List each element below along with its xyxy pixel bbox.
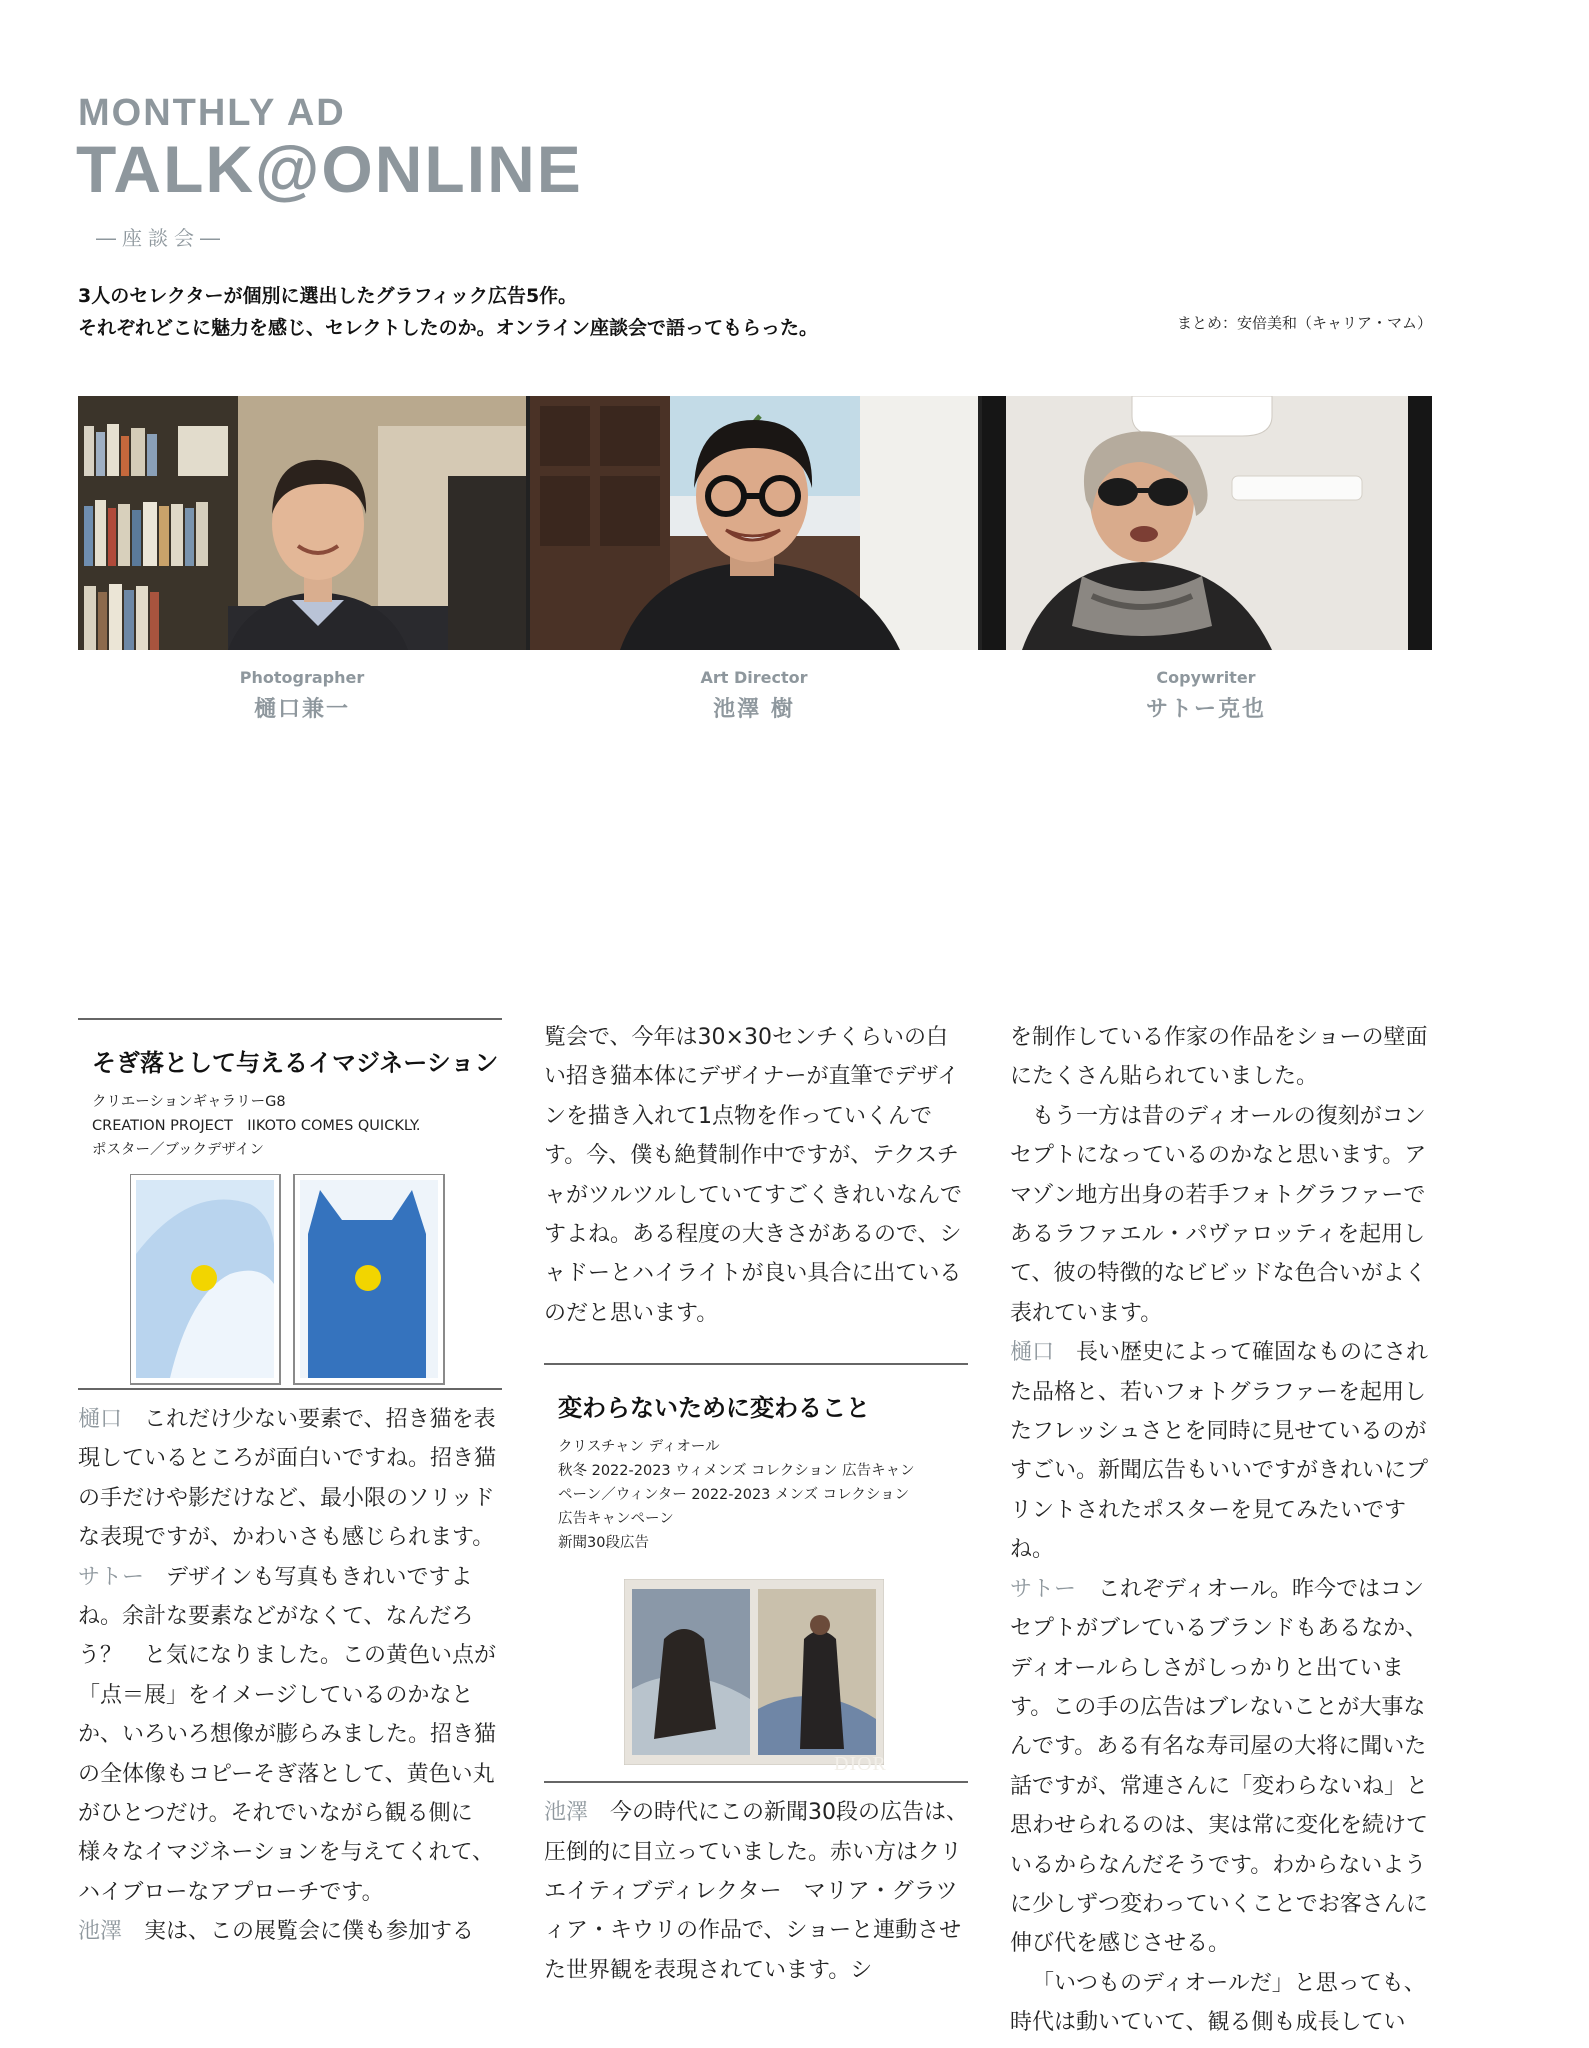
header-title-large: TALK@ONLINE <box>76 132 583 206</box>
role-art-director: Art Director <box>700 668 808 687</box>
ad1-meta-line: CREATION PROJECT IIKOTO COMES QUICKLY. <box>92 1118 421 1134</box>
ad-box-g8 <box>78 1018 502 1390</box>
article-column-2 <box>544 1018 968 1990</box>
ad1-meta-line: クリエーションギャラリーG8 <box>92 1094 286 1110</box>
credit: まとめ：安倍美和（キャリア・マム） <box>1176 314 1432 332</box>
speaker-label: サトー <box>1010 1576 1077 1602</box>
comment-paragraph <box>1010 1570 1434 1964</box>
comment-paragraph <box>78 1558 502 1913</box>
name-art-director: 池澤 樹 <box>713 697 795 722</box>
participant-photos <box>78 396 1432 650</box>
article-column-1 <box>78 1018 502 1952</box>
ad2-meta-line: 広告キャンペーン <box>558 1511 674 1528</box>
ad1-title: そぎ落として与えるイマジネーション <box>92 1049 499 1077</box>
name-photographer: 樋口兼一 <box>253 697 350 722</box>
comment-text: デザインも写真もきれいですよね。余計な要素などがなくて、なんだろう？ と気になりました。この黄色い点が「点＝展」をイメージしているのかなとか、いろいろ想像が膨らみました。招き猫の全体像もコピーそぎ落として、黄色い丸がひとつだけ。それでいながら観る側に様々なイマジネーションを与えてくれて、ハイブローなアプローチです。 <box>78 1564 497 1905</box>
speaker-label: 池澤 <box>544 1800 589 1826</box>
speaker-label: 樋口 <box>78 1407 123 1432</box>
ad2-meta <box>558 1435 968 1555</box>
name-copywriter: サトー克也 <box>1145 697 1266 722</box>
speaker-label: サトー <box>78 1564 145 1590</box>
ad2-meta-line: クリスチャン ディオール <box>558 1439 720 1456</box>
role-copywriter: Copywriter <box>1156 668 1256 687</box>
dior-logo: DIOR <box>834 1753 887 1776</box>
ad1-meta <box>92 1090 502 1162</box>
ad2-title: 変わらないために変わること <box>558 1394 870 1423</box>
comment-paragraph <box>544 1793 968 1990</box>
lead-line-1: 3人のセレクターが個別に選出したグラフィック広告5作。 <box>78 285 578 307</box>
comment-paragraph: もう一方は昔のディオールの復刻がコンセプトになっているのかなと思います。アマゾン地方出身の若手フォトグラファーであるラファエル・パヴァロッティを起用して、彼の特徴的なビビッドな色合いがよく表れています。 <box>1010 1103 1427 1326</box>
lead-line-2: それぞれどこに魅力を感じ、セレクトしたのか。オンライン座談会で語ってもらった。 <box>78 317 819 339</box>
ad1-meta-line: ポスター／ブックデザイン <box>92 1142 264 1158</box>
comment-paragraph: 「いつものディオールだ」と思っても、時代は動いていて、観る側も成長してい <box>1010 1970 1426 2036</box>
speaker-label: 池澤 <box>78 1919 123 1945</box>
ad2-newspaper <box>544 1555 968 1781</box>
ad2-meta-line: ペーン／ウィンター 2022-2023 メンズ コレクション <box>558 1487 910 1504</box>
comment-paragraph: を制作している作家の作品をショーの壁面にたくさん貼られていました。 <box>1010 1025 1428 1090</box>
comment-text: 今の時代にこの新聞30段の広告は、圧倒的に目立っていました。赤い方はクリエイティブディレクター マリア・グラツィア・キウリの作品で、ショーと連動させた世界観を表現されています。シ <box>544 1800 969 1983</box>
comment-text: 実は、この展覧会に僕も参加する <box>122 1919 475 1945</box>
comment-paragraph <box>78 1400 502 1558</box>
ad1-posters <box>78 1162 502 1388</box>
article-column-3 <box>1010 1018 1434 2043</box>
header-title-small: MONTHLY AD <box>78 92 346 134</box>
comment-text: これだけ少ない要素で、招き猫を表現しているところが面白いですね。招き猫の手だけや影だけなど、最小限のソリッドな表現ですが、かわいさも感じられます。 <box>78 1407 497 1551</box>
comment-paragraph <box>78 1912 502 1951</box>
photo-art-director <box>530 396 978 650</box>
lead-text <box>78 280 818 344</box>
ad2-meta-line: 秋冬 2022-2023 ウィメンズ コレクション 広告キャン <box>558 1463 915 1480</box>
photo-photographer <box>78 396 526 650</box>
comment-paragraph: 覧会で、今年は30×30センチくらいの白い招き猫本体にデザイナーが直筆でデザインを描き入れて1点物を作っていくんです。今、僕も絶賛制作中ですが、テクスチャがツルツルしていてすごくきれいなんですよね。ある程度の大きさがあるので、シャドーとハイライトが良い具合に出ているのだと思います。 <box>544 1025 963 1326</box>
ad-box-dior <box>544 1363 968 1783</box>
photo-copywriter <box>982 396 1432 650</box>
header-subtitle: ―座談会― <box>96 226 226 250</box>
comment-text: 長い歴史によって確固なものにされた品格と、若いフォトグラファーを起用したフレッシュさとを同時に見せているのがすごい。新聞広告もいいですがきれいにプリントされたポスターを見てみたいですね。 <box>1010 1340 1429 1563</box>
comment-paragraph <box>1010 1333 1434 1569</box>
comment-text: これぞディオール。昨今ではコンセプトがブレているブランドもあるなか、ディオールらしさがしっかりと出ています。この手の広告はブレないことが大事なんです。ある有名な寿司屋の大将に聞いた話ですが、常連さんに「変わらないね」と思わせられるのは、実は常に変化を続けているからなんだそうです。わからないように少しずつ変わっていくことでお客さんに伸び代を感じさせる。 <box>1010 1576 1429 1957</box>
speaker-label: 樋口 <box>1010 1340 1055 1366</box>
ad2-meta-line: 新聞30段広告 <box>558 1535 649 1552</box>
role-photographer: Photographer <box>239 668 365 687</box>
